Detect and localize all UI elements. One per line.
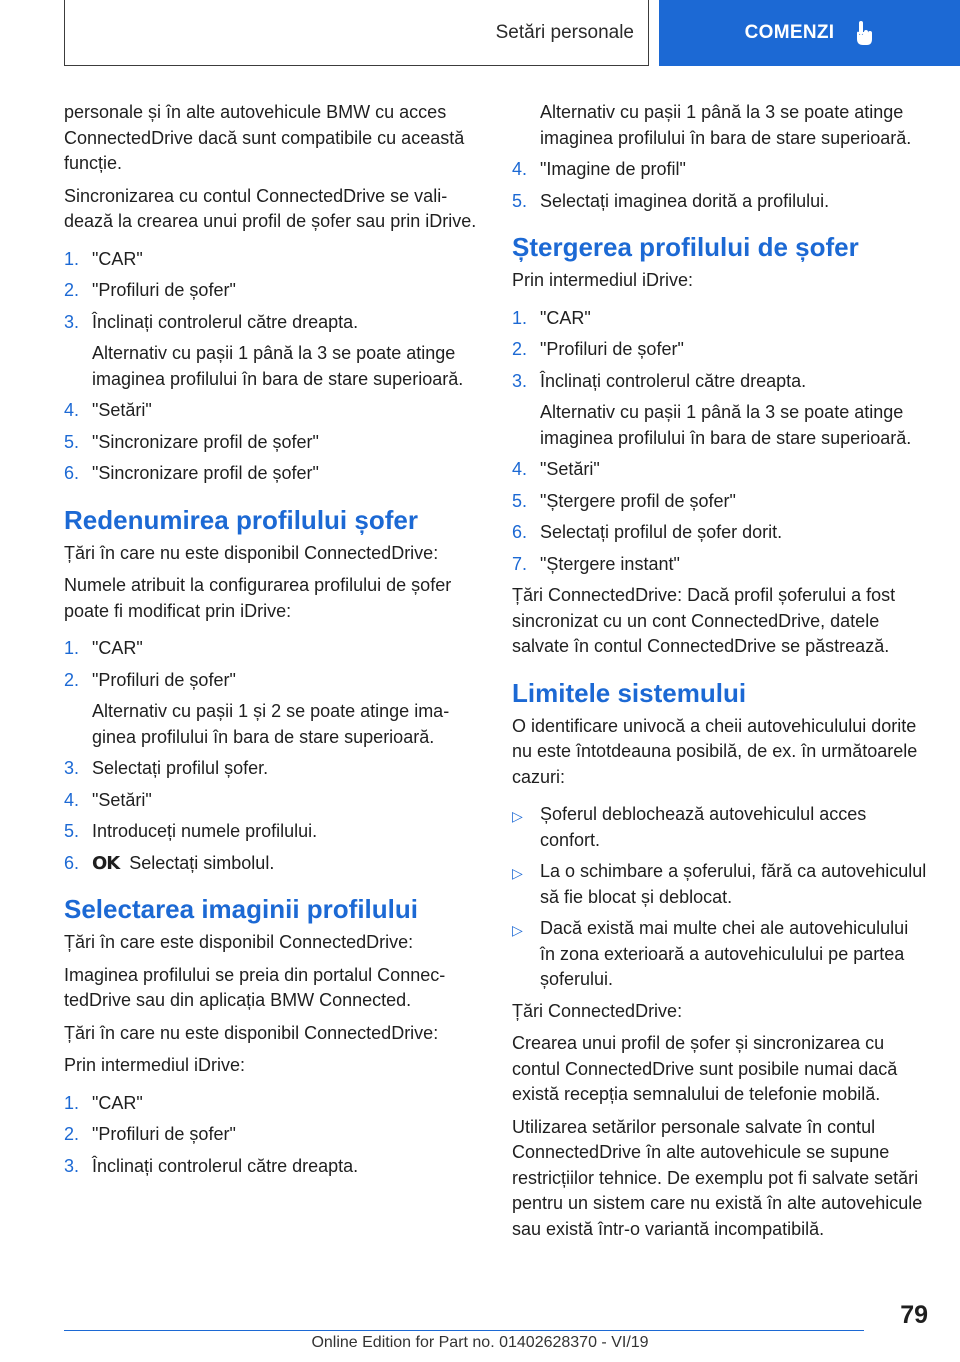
paragraph: Prin intermediul iDrive: (512, 270, 694, 290)
paragraph: Țări ConnectedDrive: Dacă profil șoferului a fost sincronizat cu un cont ConnectedDrive, datele salvate în contul ConnectedDrive se păstrează. (512, 585, 896, 656)
triangle-bullet-icon: ▷ (512, 808, 523, 824)
paragraph: personale și în alte autovehicule BMW cu acces ConnectedDrive dacă sunt compatibile cu această funcție. (64, 102, 465, 173)
list-item: 2. "Profiluri de șofer" (512, 339, 684, 359)
footer-divider (64, 1330, 864, 1331)
list-item: 2. "Profiluri de șofer" (64, 280, 236, 300)
list-item: ▷ Șoferul deblochează autovehiculul acces confort. (512, 802, 928, 853)
list-item: 6. Selectați profilul de șofer dorit. (512, 522, 783, 542)
step-note: Alternativ cu pașii 1 până la 3 se poate atinge imaginea profilului în bara de stare superioară. (540, 402, 912, 448)
triangle-bullet-icon: ▷ (512, 865, 523, 881)
paragraph: Țări în care este disponibil ConnectedDrive: (64, 932, 414, 952)
paragraph: Crearea unui profil de șofer și sincronizarea cu contul ConnectedDrive sunt posibile numai dacă există recepția semnalului de telefonie mobilă. (512, 1033, 898, 1104)
delete-steps (512, 306, 928, 578)
list-item: 6. "Sincronizare profil de șofer" (64, 463, 319, 483)
list-item: 4. "Setări" (64, 400, 152, 420)
paragraph: O identificare univocă a cheii autovehiculului dorite nu este întotdeauna posibilă, de ex. în următoarele cazuri: (512, 715, 918, 787)
page-header (0, 0, 960, 66)
list-item: 5. "Ștergere profil de șofer" (512, 490, 736, 511)
step-note: Alternativ cu pașii 1 până la 3 se poate atinge imaginea profilului în bara de stare superioară. (540, 102, 912, 148)
list-item: 1. "CAR" (512, 307, 591, 328)
paragraph: Țări în care nu este disponibil ConnectedDrive: (64, 1022, 439, 1043)
footer-edition (0, 1334, 960, 1352)
paragraph: Sincronizarea cu contul ConnectedDrive se validează la crearea unui profil de șofer sau prin iDrive. (64, 185, 477, 231)
list-item: 2. "Profiluri de șofer" (64, 669, 236, 690)
sync-steps (64, 247, 480, 487)
step-note: Alternativ cu pașii 1 și 2 se poate atinge imaginea profilului în bara de stare superioară. (92, 701, 450, 747)
right-column (512, 100, 928, 1249)
section-heading-image: Selectarea imaginii profilului (64, 894, 418, 924)
list-item: 2. "Profiluri de șofer" (64, 1124, 236, 1144)
paragraph: Prin intermediul iDrive: (64, 1055, 246, 1075)
step-note: Alternativ cu pașii 1 până la 3 se poate atinge imaginea profilului în bara de stare superioară. (92, 343, 464, 389)
hand-pointer-icon (852, 20, 874, 46)
left-column (64, 100, 480, 1185)
list-item: 7. "Ștergere instant" (512, 553, 680, 574)
section-heading-limits: Limitele sistemului (512, 677, 747, 708)
section-title-tab[interactable] (64, 0, 649, 66)
triangle-bullet-icon: ▷ (512, 922, 523, 938)
list-item: 3. Înclinați controlerul către dreapta. (64, 1155, 359, 1176)
rename-steps (64, 636, 480, 876)
list-item: ▷ La o schimbare a șoferului, fără ca autovehiculul să fie blocat și deblocat. (512, 859, 928, 910)
limits-list (512, 802, 928, 993)
list-item: 5. "Sincronizare profil de șofer" (64, 431, 319, 452)
list-item: 1. "CAR" (64, 1092, 143, 1113)
edition-text: Online Edition for Part no. 01402628370 - VI/19 (311, 1334, 649, 1351)
list-item: 6. OK Selectați simbolul. (64, 851, 480, 877)
list-item: 5. Introduceți numele profilului. (64, 821, 318, 841)
section-heading-delete: Ștergerea profilului de șofer (512, 232, 859, 262)
page-number: 79 (900, 1301, 928, 1329)
paragraph: Țări ConnectedDrive: (512, 1000, 683, 1021)
list-item: 4. "Setări" (512, 459, 600, 479)
list-item: 4. "Setări" (64, 789, 152, 810)
list-item: 3. Înclinați controlerul către dreapta. (512, 370, 807, 391)
list-item: 3. Înclinați controlerul către dreapta. (64, 311, 359, 332)
paragraph: Imaginea profilului se preia din portalul ConnectedDrive sau din aplicația BMW Connected. (64, 964, 446, 1010)
paragraph: Numele atribuit la configurarea profilului de șofer poate fi modificat prin iDrive: (64, 575, 452, 621)
paragraph: Utilizarea setărilor personale salvate în contul ConnectedDrive în alte autovehicule se supune restricțiilor tehnice. De exemplu pot fi salvate setări pentru un sistem care nu există în alte autovehicule sau există într-o variantă incompatibilă. (512, 1116, 923, 1239)
section-title: Setări personale (495, 21, 634, 43)
list-item: 4. "Imagine de profil" (512, 159, 686, 179)
list-item: 3. Selectați profilul șofer. (64, 758, 269, 778)
image-steps (64, 1091, 480, 1180)
controls-tab-label: COMENZI (744, 22, 835, 43)
paragraph: Țări în care nu este disponibil ConnectedDrive: (64, 542, 439, 563)
list-item: 1. "CAR" (64, 248, 143, 269)
list-item: 5. Selectați imaginea dorită a profilului. (512, 190, 830, 211)
ok-symbol-icon: OK (92, 852, 120, 874)
section-heading-rename: Redenumirea profilului șofer (64, 504, 418, 535)
controls-tab[interactable] (659, 0, 960, 66)
list-item: ▷ Dacă există mai multe chei ale autovehiculului în zona exterioară a autovehiculului pe partea șoferului. (512, 916, 928, 993)
list-item: 1. "CAR" (64, 638, 143, 658)
